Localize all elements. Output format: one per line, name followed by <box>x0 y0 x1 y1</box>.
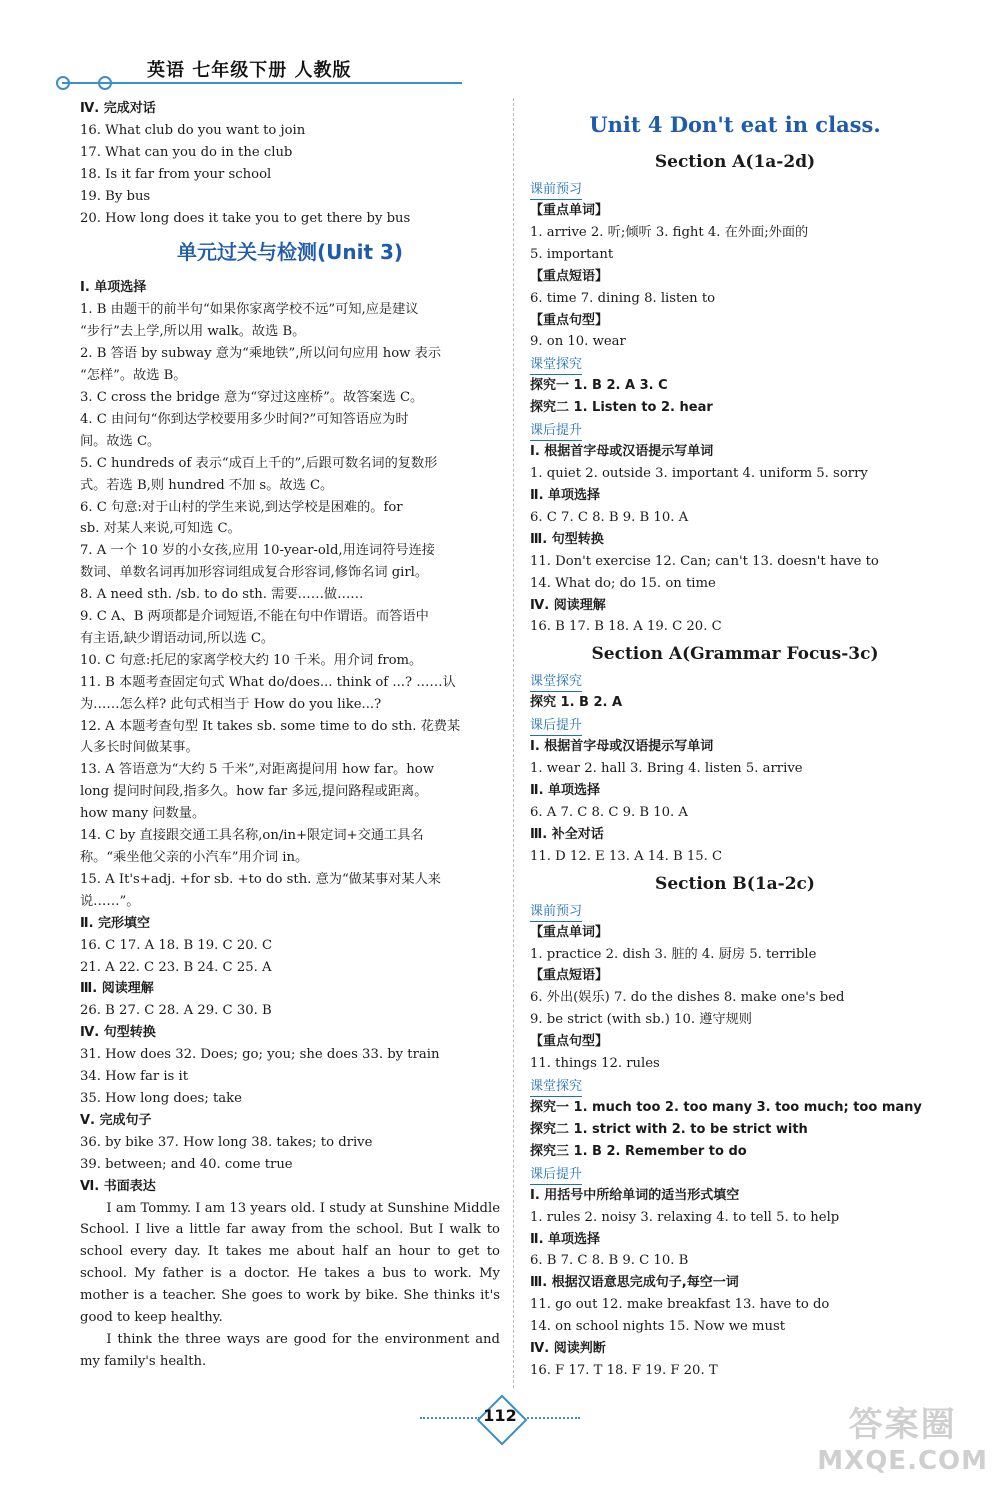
subheading: Ⅱ. 完形填空 <box>80 915 151 931</box>
answer-line: 1. arrive 2. 听;倾听 3. fight 4. 在外面;外面的 <box>530 224 809 240</box>
subheading: Ⅵ. 书面表达 <box>80 1178 156 1194</box>
answer-line: 1. practice 2. dish 3. 脏的 4. 厨房 5. terrible <box>530 946 817 962</box>
subheading: Ⅲ. 根据汉语意思完成句子,每空一词 <box>530 1275 739 1291</box>
subheading: Ⅱ. 单项选择 <box>530 783 601 799</box>
answer-line: 11. things 12. rules <box>530 1056 660 1072</box>
answer-line: 6. time 7. dining 8. listen to <box>530 290 716 306</box>
answer-line: 15. A It's+adj. +for sb. +to do sth. 意为“做某事对某人来 <box>80 871 441 887</box>
essay-paragraph-2: I think the three ways are good for the environment and my family's health. <box>80 1331 500 1369</box>
answer-line: 6. 外出(娱乐) 7. do the dishes 8. make one's bed <box>530 990 845 1006</box>
block-tag: 课前预习 <box>530 902 582 922</box>
subheading: 【重点短语】 <box>530 268 609 284</box>
page-header <box>52 52 472 92</box>
answer-line: 6. C 7. C 8. B 9. B 10. A <box>530 509 689 525</box>
answer-line: 说……”。 <box>80 893 140 909</box>
answer-line: 11. B 本题考查固定句式 What do/does... think of ...? ……认 <box>80 674 456 690</box>
answer-line: 8. A need sth. /sb. to do sth. 需要……做…… <box>80 587 364 603</box>
subheading: Ⅳ. 阅读判断 <box>530 1341 606 1357</box>
header-rule <box>62 82 462 84</box>
answer-line: 21. A 22. C 23. B 24. C 25. A <box>80 959 272 975</box>
subheading: 【重点句型】 <box>530 1034 609 1050</box>
column-divider <box>513 98 514 1388</box>
answer-line: 16. C 17. A 18. B 19. C 20. C <box>80 937 273 953</box>
answer-line: 有主语,缺少谓语动词,所以选 C。 <box>80 630 275 646</box>
answer-line: 12. A 本题考查句型 It takes sb. some time to do sth. 花费某 <box>80 718 461 734</box>
subheading: 探究二 1. strict with 2. to be strict with <box>530 1121 808 1137</box>
answer-line: 7. A 一个 10 岁的小女孩,应用 10-year-old,用连词符号连接 <box>80 543 435 559</box>
section-block <box>530 419 940 638</box>
answer-line: 1. B 由题干的前半句“如果你家离学校不远”可知,应是建议 <box>80 302 419 318</box>
header-title: 英语 七年级下册 人教版 <box>147 60 352 81</box>
left-column <box>80 98 500 1373</box>
block-tag: 课堂探究 <box>530 1077 582 1097</box>
unit4-title: Unit 4 Don't eat in class. <box>589 112 881 137</box>
section-block <box>530 714 940 867</box>
subheading: 探究一 1. B 2. A 3. C <box>530 378 668 394</box>
answer-line: 13. A 答语意为“大约 5 千米”,对距离提问用 how far。how <box>80 762 435 778</box>
subheading: Ⅲ. 补全对话 <box>530 826 604 842</box>
answer-line: 1. rules 2. noisy 3. relaxing 4. to tell 5. to help <box>530 1209 840 1225</box>
page-number: 112 <box>483 1406 517 1425</box>
right-column <box>530 98 940 1382</box>
answer-line: how many 问数量。 <box>80 806 206 822</box>
subheading: 【重点单词】 <box>530 924 609 940</box>
subheading: Ⅲ. 阅读理解 <box>80 981 154 997</box>
answer-line: 间。故选 C。 <box>80 433 161 449</box>
subheading: Ⅰ. 根据首字母或汉语提示写单词 <box>530 444 714 460</box>
answer-line: 4. C 由问句“你到达学校要用多少时间?”可知答语应为时 <box>80 411 409 427</box>
answer-line: 26. B 27. C 28. A 29. C 30. B <box>80 1003 272 1019</box>
subheading: 【重点单词】 <box>530 203 609 218</box>
answer-line: 11. D 12. E 13. A 14. B 15. C <box>530 848 723 864</box>
subheading: 探究三 1. B 2. Remember to do <box>530 1143 747 1159</box>
left-body-lines <box>80 277 500 1197</box>
answer-line: 20. How long does it take you to get there by bus <box>80 210 411 226</box>
answer-line: 5. C hundreds of 表示“成百上千的”,后跟可数名词的复数形 <box>80 455 438 471</box>
subheading: 探究一 1. much too 2. too many 3. too much; too many <box>530 1100 922 1115</box>
answer-line: 17. What can you do in the club <box>80 144 293 160</box>
block-tag: 课堂探究 <box>530 355 582 375</box>
answer-line: 9. be strict (with sb.) 10. 遵守规则 <box>530 1012 752 1028</box>
answer-line: 6. B 7. C 8. B 9. C 10. B <box>530 1253 689 1269</box>
answer-line: 9. on 10. wear <box>530 334 626 350</box>
section-title: Section A(Grammar Focus-3c) <box>591 644 879 665</box>
subheading: Ⅱ. 单项选择 <box>530 487 601 503</box>
unit3-test-title: 单元过关与检测(Unit 3) <box>176 240 404 265</box>
answer-line: 35. How long does; take <box>80 1090 242 1106</box>
answer-line: 为……怎么样? 此句式相当于 How do you like...? <box>80 696 382 712</box>
watermark-logo <box>817 1397 988 1476</box>
subheading: Ⅰ. 用括号中所给单词的适当形式填空 <box>530 1187 740 1203</box>
right-sections <box>530 148 940 1382</box>
answer-line: 16. F 17. T 18. F 19. F 20. T <box>530 1362 718 1378</box>
answer-line: 19. By bus <box>80 188 151 204</box>
section-block <box>530 900 940 1075</box>
page-number-badge <box>440 1400 560 1436</box>
subheading: 探究二 1. Listen to 2. hear <box>530 400 713 416</box>
answer-line: 1. quiet 2. outside 3. important 4. uniform 5. sorry <box>530 466 868 482</box>
answer-line: 6. A 7. C 8. C 9. B 10. A <box>530 804 688 820</box>
section-title: Section B(1a-2c) <box>655 873 815 894</box>
answer-line: 11. go out 12. make breakfast 13. have to do <box>530 1297 830 1313</box>
subheading: Ⅴ. 完成句子 <box>80 1112 152 1128</box>
section-block <box>530 1075 940 1163</box>
answer-line: 9. C A、B 两项都是介词短语,不能在句中作谓语。而答语中 <box>80 609 429 625</box>
answer-line: 39. between; and 40. come true <box>80 1156 293 1172</box>
answer-line: 18. Is it far from your school <box>80 166 272 182</box>
answer-line: 式。若选 B,则 hundred 不加 s。故选 C。 <box>80 477 334 493</box>
subheading: Ⅳ. 句型转换 <box>80 1025 156 1041</box>
block-tag: 课后提升 <box>530 421 582 441</box>
section-block <box>530 1163 940 1382</box>
section-title: Section A(1a-2d) <box>654 152 816 172</box>
watermark-line1: 答案圈 <box>848 1405 957 1445</box>
answer-line: 36. by bike 37. How long 38. takes; to drive <box>80 1134 373 1150</box>
answer-line: 数词、单数名词再加形容词组成复合形容词,修饰名词 girl。 <box>80 565 429 581</box>
subheading: Ⅰ. 单项选择 <box>80 280 147 296</box>
answer-line: 11. Don't exercise 12. Can; can't 13. doesn't have to <box>530 553 879 569</box>
watermark-line2: MXQE.COM <box>817 1446 988 1476</box>
answer-line: 10. C 句意:托尼的家离学校大约 10 千米。用介词 from。 <box>80 652 423 668</box>
section-block <box>530 670 940 714</box>
left-top-lines <box>80 98 500 229</box>
block-tag: 课后提升 <box>530 1165 582 1185</box>
subheading: Ⅰ. 根据首字母或汉语提示写单词 <box>530 739 714 755</box>
subheading: Ⅳ. 阅读理解 <box>530 597 606 613</box>
answer-line: 3. C cross the bridge 意为“穿过这座桥”。故答案选 C。 <box>80 389 424 405</box>
answer-line: “怎样”。故选 B。 <box>80 368 187 384</box>
answer-line: 16. What club do you want to join <box>80 122 306 138</box>
answer-line: 16. B 17. B 18. A 19. C 20. C <box>530 619 722 635</box>
answer-line: 1. wear 2. hall 3. Bring 4. listen 5. arrive <box>530 761 803 777</box>
subheading: 【重点句型】 <box>530 312 609 328</box>
answer-line: 34. How far is it <box>80 1069 189 1085</box>
block-tag: 课前预习 <box>530 180 582 200</box>
subheading: 探究 1. B 2. A <box>530 695 623 711</box>
block-tag: 课堂探究 <box>530 672 582 692</box>
subheading: Ⅳ. 完成对话 <box>80 101 156 116</box>
answer-line: sb. 对某人来说,可知选 C。 <box>80 521 241 537</box>
subheading: Ⅲ. 句型转换 <box>530 531 604 547</box>
answer-line: 31. How does 32. Does; go; you; she does 33. by train <box>80 1047 440 1063</box>
answer-line: 14. on school nights 15. Now we must <box>530 1319 786 1335</box>
answer-line: 2. B 答语 by subway 意为“乘地铁”,所以问句应用 how 表示 <box>80 346 442 362</box>
answer-line: 14. C by 直接跟交通工具名称,on/in+限定词+交通工具名 <box>80 828 424 844</box>
section-block <box>530 178 940 353</box>
answer-line: “步行”去上学,所以用 walk。故选 B。 <box>80 324 306 340</box>
block-tag: 课后提升 <box>530 716 582 736</box>
answer-line: 14. What do; do 15. on time <box>530 575 716 591</box>
answer-line: 5. important <box>530 246 614 262</box>
subheading: Ⅱ. 单项选择 <box>530 1231 601 1247</box>
answer-line: long 提问时间段,指多久。how far 多远,提问路程或距离。 <box>80 784 428 800</box>
answer-line: 人多长时间做某事。 <box>80 740 199 756</box>
section-block <box>530 353 940 419</box>
subheading: 【重点短语】 <box>530 968 609 984</box>
answer-line: 6. C 句意:对于山村的学生来说,到达学校是困难的。for <box>80 499 403 515</box>
essay-paragraph-1: I am Tommy. I am 13 years old. I study at Sunshine Middle School. I live a little far away from the school. But I walk to school every day. It takes me about half an hour to get to school. My father is a doctor. He takes a bus to work. My mother is a teacher. She goes to work by bike. She thinks it's good to keep healthy. <box>80 1200 500 1326</box>
answer-line: 称。“乘坐他父亲的小汽车”用介词 in。 <box>80 850 309 865</box>
